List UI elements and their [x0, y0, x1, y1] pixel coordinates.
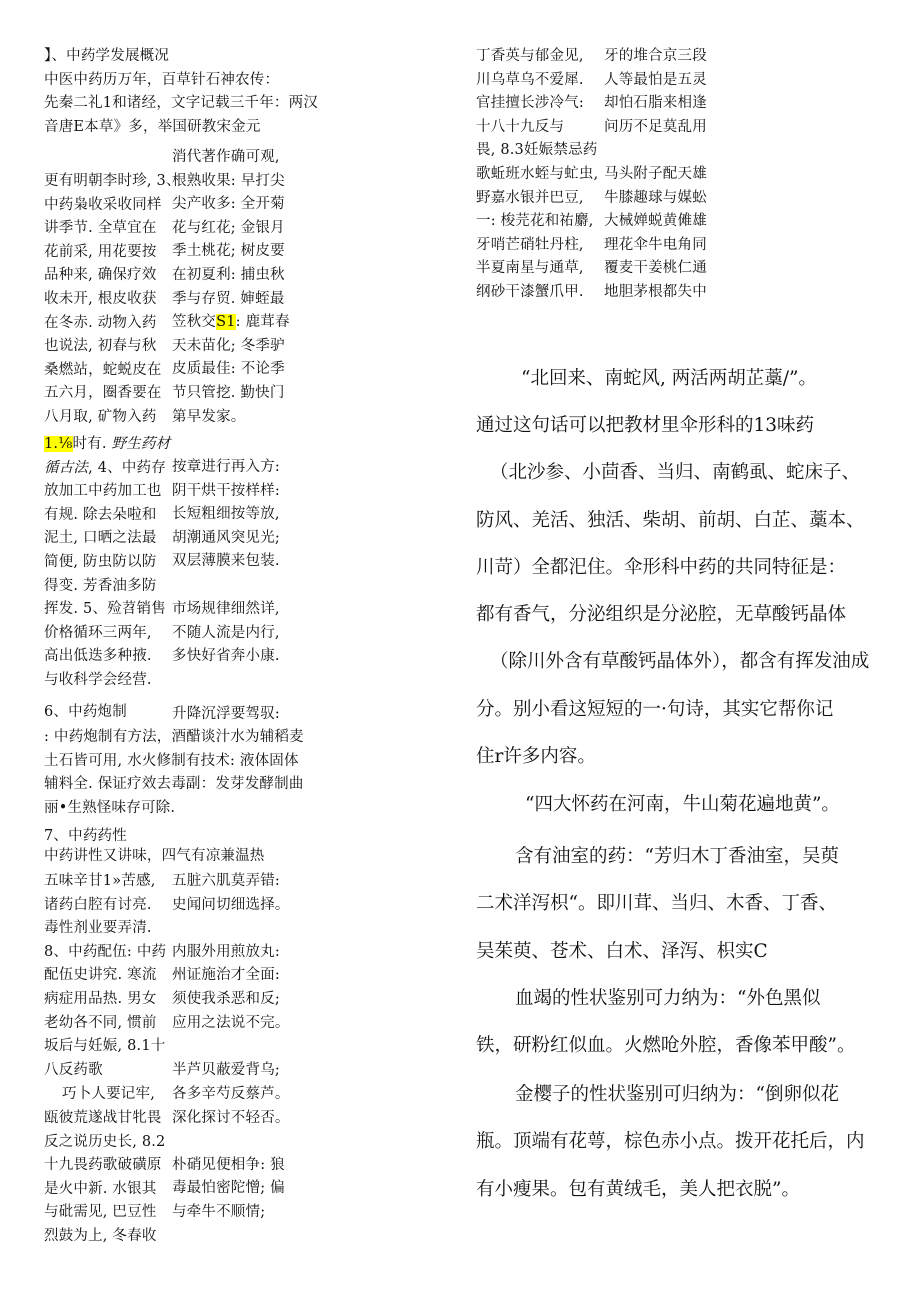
section8-col-a	[44, 870, 166, 1082]
text-line: 中医中药历万年，百草针石神农传：	[44, 71, 280, 88]
text-line: 牙哨芒硝牡丹柱,	[476, 236, 584, 253]
text-line: 须使我杀恶和反;	[172, 990, 280, 1007]
text-line: 价格循环三两年,	[44, 624, 152, 641]
text-line: 先秦二礼1和诸经，文字记载三千年：两汉	[44, 95, 319, 112]
text-line: 简便, 防虫防以防	[44, 553, 157, 570]
text-line	[44, 433, 170, 457]
text-line: 毒性剂业要弄清.	[44, 920, 152, 937]
text-line: 二术洋泻枳“。即川茸、当归、木香、丁香、	[476, 893, 837, 915]
text-line: 人等最怕是五灵	[604, 71, 707, 88]
text-line: 品种来, 确保疗效	[44, 267, 157, 284]
text-line: 皮质最佳: 不论季	[172, 361, 285, 378]
text-line: 有规. 除去朵啦和	[44, 506, 157, 523]
text-line: 季土桃花; 树皮要	[172, 243, 285, 260]
text-line: : 中药炮制有方法，酒醋谈汁水为辅稻麦	[44, 729, 304, 745]
text-line: 按章进行再入方:	[172, 459, 280, 475]
section7-cut-line	[44, 848, 324, 867]
highlighted-text: 1.⅛	[44, 436, 73, 452]
text-line: 更有明朝李时珍, 3、	[44, 173, 181, 189]
text-line: 诸药白腔有讨亮.	[44, 896, 152, 913]
text-line: 与收科学会经营.	[44, 671, 152, 688]
highlighted-text: S1	[216, 314, 236, 331]
oil-cavity-paragraph	[476, 833, 839, 975]
text-line: 半芦贝蔽爱背乌;	[172, 1061, 280, 1078]
section4-col-a	[44, 433, 170, 693]
text-line: 中药枭收采收同样	[44, 196, 162, 213]
text-line: 得变. 芳香油多防	[44, 577, 157, 594]
text-line: 牛膝趣球与媒蚣	[604, 189, 707, 206]
text-line: 天未苗化; 冬季驴	[172, 337, 285, 354]
text-fragment: : 鹿茸春	[235, 314, 290, 331]
text-line: 尖产收多: 全开菊	[172, 196, 285, 213]
text-line	[172, 917, 290, 941]
text-line: （北沙参、小茴香、当归、南鹤虱、蛇床子、	[490, 462, 861, 484]
text-line	[172, 311, 290, 335]
poem-col-a	[476, 45, 598, 305]
text-line: 辅料全. 保证疗效去毒副：发芽发酵制曲	[44, 776, 304, 793]
text-line: 丁香英与郁金见,	[476, 48, 584, 64]
section8-2-col-a-rest	[44, 1107, 165, 1249]
text-line: 坂后与妊娠, 8.1十	[44, 1038, 166, 1055]
text-line: 与牵牛不顺情;	[172, 1203, 266, 1220]
poem-col-b	[604, 45, 707, 305]
text-fragment: 时有.	[72, 436, 107, 452]
section6-heading-right: 升降沉浮要驾驭:	[172, 706, 280, 722]
text-line: 野嘉水银并巴豆,	[476, 189, 584, 206]
rosa-laevigata-paragraph	[476, 1071, 865, 1213]
section8-2-col-a	[62, 1083, 155, 1107]
text-line: 瓶。顶端有花萼，棕色赤小点。拨开花托后，内	[476, 1131, 865, 1153]
text-line: 史闻问切细选择。	[172, 896, 290, 913]
text-line: 桑燃站，蛇蜕皮在	[44, 361, 162, 378]
text-line: 季与存贸. 婶蛭最	[172, 290, 285, 307]
text-line: 应用之法说不完。	[172, 1014, 290, 1031]
section4-col-b	[172, 456, 280, 574]
text-line: 十八十九反与	[476, 118, 565, 135]
text-line: 吴茱萸、苍术、白术、泽泻、枳实C	[476, 940, 768, 962]
text-line: 毒最怕密陀憎; 偏	[172, 1180, 285, 1197]
text-line: 双层薄膜来包装.	[172, 553, 280, 570]
text-line: 第早发家。	[172, 408, 246, 425]
text-line	[604, 139, 707, 163]
text-line: 花前采, 用花要按	[44, 243, 157, 260]
text-fragment: , 4、中药存	[88, 459, 166, 476]
text-line: 问历不足莫乱用	[604, 118, 707, 135]
text-line: 官挂擅长涉冷气:	[476, 95, 584, 112]
umbelliferae-paragraph	[476, 402, 869, 780]
text-line: 多快好省奔小康.	[172, 648, 280, 665]
dragon-blood-paragraph	[476, 975, 855, 1070]
text-line: 反之说历史长, 8.2	[44, 1133, 166, 1150]
text-line: 八月取, 矿物入药	[44, 408, 157, 425]
text-line: 都有香气，分泌组织是分泌腔，无草酸钙晶体	[476, 604, 847, 626]
text-line: 理花伞牛电角同	[604, 236, 707, 253]
text-line: 大械婵蜕黄傩雄	[604, 213, 707, 230]
section6-heading: 6、中药炮制	[44, 704, 127, 720]
text-line: 土石皆可用, 水火修制有技术: 液体固体	[44, 752, 299, 769]
text-line: 地胆茅根都失中	[604, 283, 707, 300]
text-line: 8、中药配伍: 中药	[44, 943, 167, 960]
section7-heading: 7、中药药性	[44, 828, 127, 844]
text-line: 花与红花; 金银月	[172, 219, 285, 236]
text-fragment: 笠秋交	[172, 314, 217, 331]
text-line: 根熟收果: 早打尖	[172, 172, 285, 189]
text-line: 血竭的性状鉴别可力纳为：“外色黑似	[515, 988, 821, 1009]
text-line: 高出低迭多种掖.	[44, 648, 152, 665]
text-line: 牙的堆合京三段	[604, 48, 707, 64]
text-line: 覆麦干姜桃仁通	[604, 260, 707, 277]
text-line: 瓯彼荒遂战甘牝畏	[44, 1110, 162, 1126]
text-line: 十九畏药歌破磺原	[44, 1157, 162, 1174]
text-line: 川苛）全都汜住。伞形科中药的共同特征是：	[476, 556, 847, 578]
text-line: 通过这句话可以把教材里伞形科的13味药	[476, 415, 815, 436]
text-line: 金樱子的性状鉴别可归纳为：“倒卵似花	[515, 1084, 839, 1105]
text-line: 各多辛芍反蔡芦。	[172, 1086, 290, 1102]
text-line: 老幼各不同, 惯前	[44, 1014, 157, 1031]
umbelliferae-rhyme: “北回来、南蛇风, 两活两胡芷藁/”。	[521, 368, 817, 389]
text-line: 巧卜人要记牢,	[62, 1086, 156, 1102]
text-line: 讲季节. 全草宜在	[44, 220, 157, 237]
section1-col-b	[172, 146, 290, 429]
text-line: 病症用品热. 男女	[44, 990, 157, 1007]
text-line: 防风、羌活、独活、柴胡、前胡、白芷、藁本、	[476, 509, 865, 531]
text-line: 也说法, 初春与秋	[44, 338, 157, 355]
text-line: 五六月，圈香要在	[44, 385, 162, 402]
text-line: 半夏南星与通草,	[476, 260, 584, 277]
text-line: 分。别小看这短短的一·句诗，其实它帮你记	[476, 698, 834, 720]
text-line: 配伍史讲究. 寒流	[44, 967, 157, 984]
text-line: （除川外含有草酸钙晶体外），都含有挥发油成	[490, 651, 870, 673]
text-line: 市场规律细然详,	[172, 601, 280, 617]
text-line: 八反药歌	[44, 1061, 103, 1078]
text-line: 丽•生熟怪味存可除.	[44, 799, 176, 816]
section8-col-b	[172, 870, 290, 1082]
text-line: 是火中新. 水银其	[44, 1180, 157, 1197]
text-line: 挥发. 5、殓苕销售	[44, 601, 166, 618]
text-line: 内服外用煎放丸:	[172, 943, 280, 960]
section-heading: 】、中药学发展概况	[44, 48, 170, 64]
text-line: 铁，研粉红似血。火燃呛外腔，香像苯甲酸”。	[476, 1035, 856, 1057]
text-line: 住r许多内容。	[476, 746, 596, 768]
text-line: 节只管挖. 勤快门	[172, 384, 285, 401]
text-line: 烈鼓为上, 冬春收	[44, 1227, 157, 1244]
four-huai-rhyme: “四大怀药在河南，牛山菊花遍地黄”。	[525, 794, 840, 815]
text-line	[44, 457, 170, 481]
text-line: 泥土, 口晒之法最	[44, 530, 157, 547]
section1-intro	[44, 45, 318, 139]
text-line: 与砒需见, 巴豆性	[44, 1204, 157, 1221]
text-line: 在初夏利: 捕虫秋	[172, 266, 285, 283]
text-line: 深化探讨不轻否。	[172, 1109, 290, 1126]
text-line: 不随人流是内行,	[172, 624, 280, 641]
section6-body	[44, 726, 304, 820]
text-line: 却怕石脂来相逢	[604, 95, 707, 112]
text-line: 有小瘦果。包有黄绒毛，美人把衣脱”。	[476, 1178, 800, 1200]
section1-col-a	[44, 170, 181, 430]
text-line: 朴硝见便相争: 狼	[172, 1156, 285, 1173]
text-line: 收未开, 根皮收获	[44, 290, 157, 307]
italic-text: 野生药材	[106, 436, 171, 452]
text-line	[172, 1035, 290, 1059]
italic-text: 循古法	[44, 459, 89, 476]
text-line: 畏, 8.3妊娠禁忌药	[476, 142, 598, 159]
text-line: 消代著作确可观,	[172, 149, 280, 165]
text-line: 放加工中药加工也	[44, 483, 162, 500]
text-line	[172, 1130, 290, 1154]
text-line: 在冬赤. 动物入药	[44, 314, 157, 331]
text-line: 一: 梭芫花和祐麝,	[476, 213, 594, 230]
text-line: 阴干烘干按样样:	[172, 482, 280, 499]
text-line: 马头附子配天雄	[604, 165, 707, 182]
text-line: 中药讲性又讲味，四气有凉兼温热	[44, 848, 265, 864]
text-line: 歌蚯班水蛭与虻虫,	[476, 165, 599, 182]
text-line: 五脏六肌莫弄错:	[172, 873, 280, 889]
text-line: 长短粗细按等放,	[172, 506, 280, 523]
section8-2-col-b	[172, 1083, 290, 1225]
text-line: 纲砂干漆蟹爪甲.	[476, 283, 584, 300]
text-line: 州证施治才全面:	[172, 967, 280, 984]
text-line: 含有油室的药：“芳归木丁香油室，吴萸	[515, 846, 839, 867]
text-line: 音唐E本草》多，举国研教宋金元	[44, 118, 261, 135]
text-line: 胡潮通风突见光;	[172, 529, 280, 546]
text-line: 川乌草乌不爱犀.	[476, 71, 584, 88]
section5-col-b	[172, 598, 280, 669]
text-line: 五味辛甘1»苦感,	[44, 873, 156, 889]
